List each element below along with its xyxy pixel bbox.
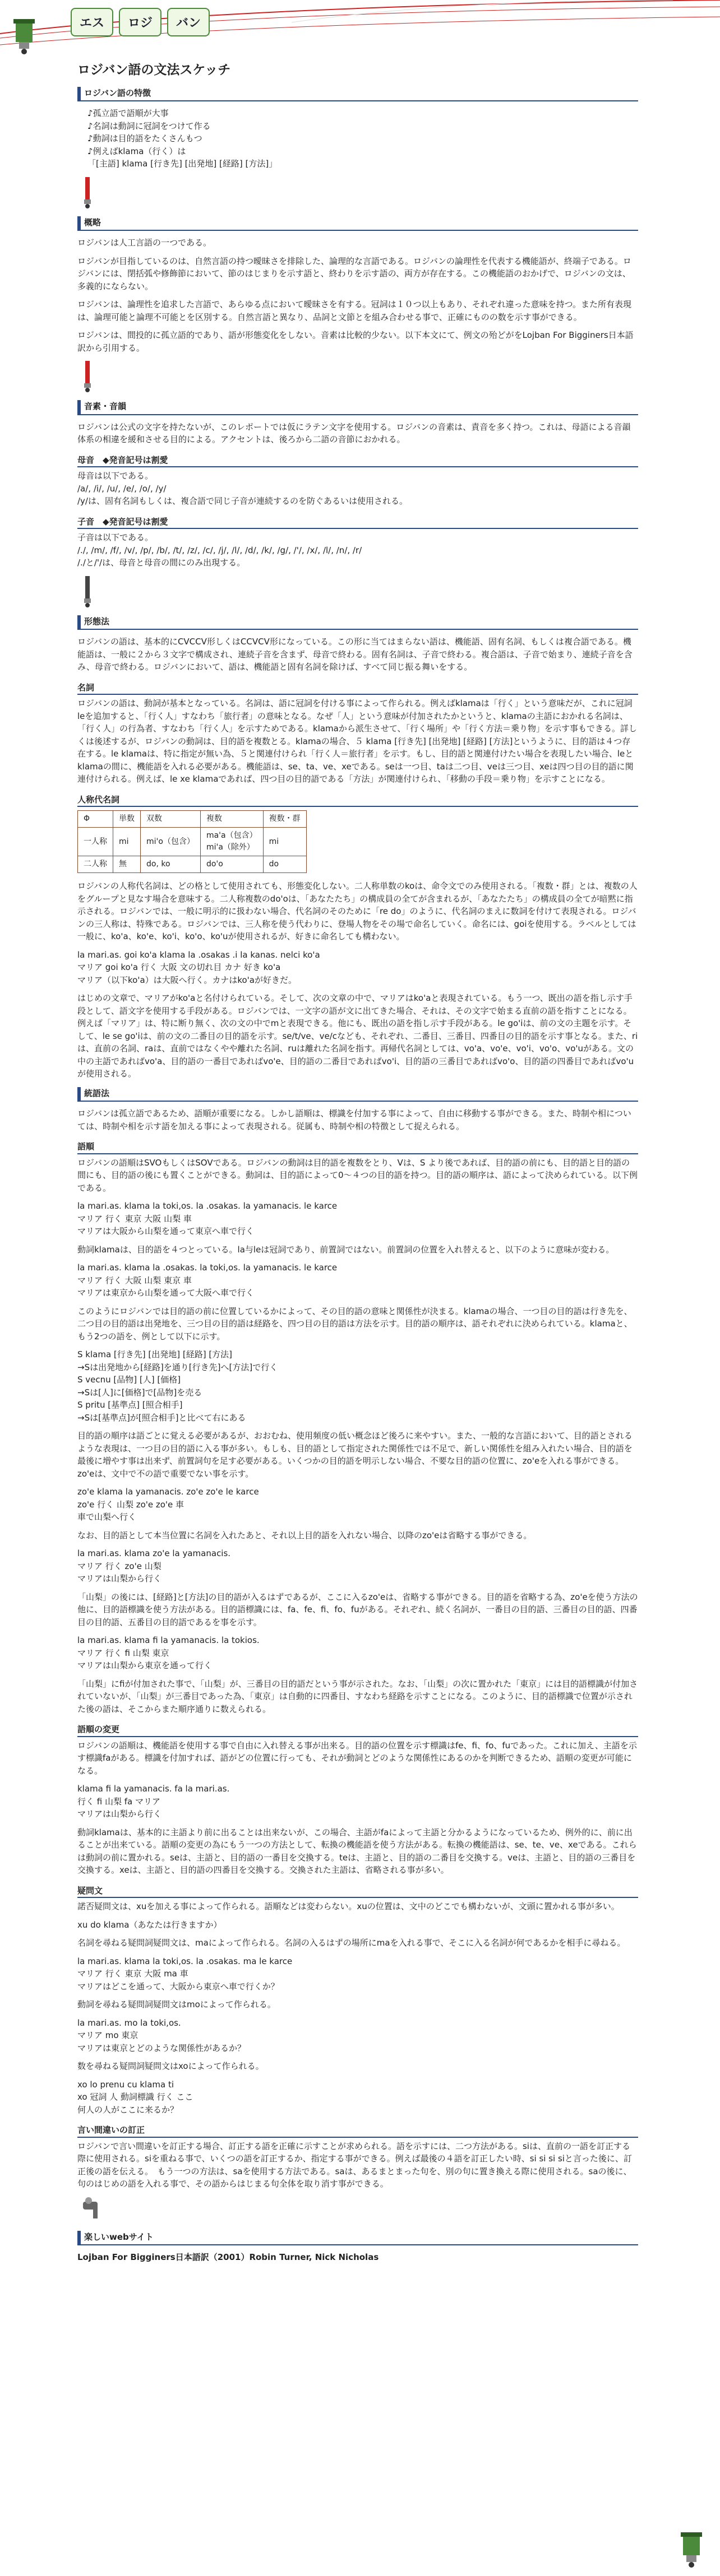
question-heading: 疑問文	[77, 1885, 638, 1899]
example-block	[77, 1200, 638, 1238]
vowel-list	[77, 470, 638, 508]
table-cell: 一人称	[78, 828, 113, 856]
example-block	[77, 1486, 638, 1524]
table-row	[78, 828, 307, 856]
question-para: 動詞を尋ねる疑問詞疑問文はmoによって作られる。	[77, 1999, 276, 2009]
example-line: マリアはどこを通って、大阪から東京へ車で行くか？	[77, 1981, 279, 1992]
example-line: la mari.as. klama la toki,os. la .osakas. ma le karce	[77, 1956, 293, 1966]
example-line: マリア（以下ko'a）は大阪へ行く。カナはko'aが好きだ。	[77, 974, 297, 985]
overview-heading: 概略	[77, 216, 638, 231]
example-line: la mari.as. klama fi la yamanacis. la tokios.	[77, 1635, 260, 1645]
example-line: マリアは東京とどのような関係性があるか？	[77, 2043, 246, 2053]
page-title: ロジバン語の文法スケッチ	[77, 63, 231, 77]
credit-link[interactable]: Lojban For Bigginers日本語訳（2001）Robin Turner, Nick Nicholas	[77, 2252, 379, 2262]
links-heading: 楽しいwebサイト	[77, 2231, 638, 2246]
word-order-para: 動詞klamaは、目的語を４つとっている。la与leは冠詞であり、前置詞ではない。前置詞の位置を入れ替えると、以下のように意味が変わる。	[77, 1244, 615, 1255]
example-line: 何人の人がここに来るか？	[77, 2104, 179, 2115]
list-item: ♪名詞は動詞に冠詞をつけて作る	[87, 120, 211, 131]
example-line: マリア mo 東京	[77, 2030, 139, 2040]
list-item: 「[主語] klama [行き先] [出発地] [経路] [方法]」	[87, 159, 278, 169]
example-line: la mari.as. goi ko'a klama la .osakas .i la kanas. nelci ko'a	[77, 949, 320, 960]
main-content	[77, 56, 638, 2264]
morphology-intro: ロジバンの語は、基本的にCVCCV形しくはCCVCV形になっている。この形に当てはまらない語は、機能語、固有名詞、もしくは複合語である。機能語は、一般に２から３文字で構成され、連続子音を含まず、母音で終わる。固有名詞は、子音で終わる。複合語は、子音で始まり、連続子音を含み、母音で終わる。ロジバンにおいて、語は、機能語と固有名詞を除けば、すべて同じ振る舞いをする。	[77, 637, 633, 672]
word-order-para: ロジバンの語順はSVOもしくはSOVである。ロジバンの動詞は目的語を複数をとり、Vは、S より後であれば、目的語の前にも、目的語と目的語の間にも、目的語の後にも置くことができる。動詞は、目的語によって0〜４つの目的語を持つ。目的語の順序は、語によって決められている。以下例である。	[77, 1157, 638, 1193]
morphology-heading: 形態法	[77, 615, 638, 630]
word-order-para: 目的語の順序は語ごとに覚える必要があるが、おおむね、使用頻度の低い概念ほど後ろに来やすい。また、一般的な言語において、目的語とされるような表現は、一つ目の目的語に入る事が多い。もしも、目的語として指定された関係性では不足で、新しい関係性を組み入れたい場合、目的語を最後に増やす事は出来ず、前置詞句を足す必要がある。いくつかの目的語を明示しない場合、不要な目的語の位置に、zo'eを入れる事ができる。zo'eは、文中で不の語で重要でない事を示す。	[77, 1431, 633, 1479]
example-block	[77, 1634, 638, 1672]
phonology-intro: ロジバンは公式の文字を持たないが、このレポートでは仮にラテン文字を使用する。ロジバンの音素は、責音を多く持つ。これは、母語による音韻体系の相違を緩和させる目的による。アクセントは、後ろから二語の音節におかれる。	[77, 421, 631, 444]
table-cell: do'o	[200, 856, 263, 873]
example-block	[77, 1783, 638, 1821]
example-line: klama fi la yamanacis. fa la mari.as.	[77, 1784, 230, 1794]
example-line: マリアは東京から山梨を通って大阪へ車で行く	[77, 1288, 255, 1298]
example-line: zo'e klama la yamanacis. zo'e zo'e le karce	[77, 1487, 259, 1497]
table-cell: Φ	[78, 811, 113, 828]
word-order-para: なお、目的語として本当位置に名詞を入れたあと、それ以上目的語を入れない場合、以降のzo'eは省略する事ができる。	[77, 1530, 532, 1540]
table-row	[78, 811, 307, 828]
table-cell: do, ko	[141, 856, 201, 873]
example-line: S klama [行き先] [出発地] [経路] [方法]	[77, 1349, 233, 1359]
list-item: /./, /m/, /f/, /v/, /p/, /b/, /t/, /z/, /c/, /j/, /l/, /d/, /k/, /g/, /'/, /x/, /l/, /n/, /r/	[77, 545, 362, 555]
example-line: 車で山梨へ行く	[77, 1512, 137, 1522]
table-row	[78, 856, 307, 873]
overview-para: ロジバンが目指しているのは、自然言語の持つ曖昧さを排除した、論理的な言語である。ロジバンの論理性を代表する機能語が、終端子である。ロジバンには、閉括弧や修飾節において、節のはじまりを示す語と、終わりを示す語の、両方が存在する。この機能語のおかげで、ロジバンの文は、多義的にならない。	[77, 256, 631, 291]
list-item: 母音は以下である。	[77, 471, 154, 481]
list-item: /./と/'/は、母音と母音の間にのみ出現する。	[77, 558, 246, 568]
question-para: 諾否疑問文は、xuを加える事によって作られる。語順などは変わらない。xuの位置は、文中のどこでも構わないが、文頭に置かれる事が多い。	[77, 1901, 620, 1911]
example-block	[77, 2017, 638, 2055]
pronoun-para-2: はじめの文章で、マリアがko'aと名付けられている。そして、次の文章の中で、マリアはko'aと表現されている。もう一つ、既出の語を指し示す手段として、語文字を使用する手段がある。ロジバンでは、一文字の語が文に出てきた場合、それは、その文字で始まる直前の語を指すことになる。例えば「マリア」は、特に断り無く、次の文の中でmと表現できる。他にも、既出の語を指し示す手段がある。le go'iは、前の文の主題を示す。そして、le se go'iは、前の文の二番目の目的語を示す。se/t/ve、ve/cなども、それぞれ、二番目、三番目、四番目の目的語を示す事となる。また、riは、直前の名詞、raは、直前ではなくやや離れた名詞、ruは離れた名詞を指す。再帰代名詞としては、vo'a、vo'e、vo'i、vo'o、vo'uがある。文の中の主語であればvo'a、目的語の一番目であればvo'e、目的語の二番目であればvo'i、目的語の三番目であればvo'o、目的語の四番目であればvo'uが使用される。	[77, 993, 638, 1079]
example-line: 行く fi 山梨 fa マリア	[77, 1796, 160, 1807]
example-line: マリア goi ko'a 行く 大阪 文の切れ目 カナ 好き ko'a	[77, 962, 281, 972]
word-order-para: 「山梨」にfiが付加された事で、「山梨」が、三番目の目的語だという事が示された。なお、「山梨」の次に置かれた「東京」には目的語標識が付加されていないが、「山梨」が三番目であった為、「東京」は自動的に四番目、すなわち経路を示すことになる。このように、目的語標識で位置が示された後の語は、そこからまた順序通りに数えられる。	[77, 1678, 638, 1714]
paint-tube-icon	[81, 575, 94, 609]
example-block	[77, 1955, 638, 1993]
paint-tube-icon	[81, 176, 94, 210]
table-cell: mi'o（包含）	[141, 828, 201, 856]
example-line: la mari.as. klama la toki,os. la .osakas. la yamanacis. le karce	[77, 1201, 338, 1211]
noun-para: ロジバンの語は、動詞が基本となっている。名詞は、語に冠詞を付ける事によって作られる。例えばklamaは「行く」という意味だが、これに冠詞leを追加すると、「行く人」すなわち「旅行者」の意味となる。なぜ「人」という意味が付加されたかというと、klamaの主語におかれる名詞は、「行く人」の行為者、すなわち「行く人」を示すためである。klamaから派生させて、「行く場所」や「行く方法＝乗り物」を示す事もできる。詳しくは後述するが、ロジバンの動詞は、目的語を複数とる。klamaの場合、５ klama [行き先] [出発地] [経路] [方法]というように、目的語は４つ存在する。le klamaは、特に指定が無い為、５と関連付けられ「行く人＝旅行者」を示す。もし、目的語と関連付けたい場合を表現したい場合、leとklamaの間に、機能語を入れる必要がある。機能語は、se、ta、ve、xeである。seは一つ目、taは二つ目、veは三つ目、xeは四つ目の目的語に関連付けられる。例えば、le xe klamaであれば、四つ目の目的語である「方法」が関連付けられ、「移動の手段＝乗り物」を示すことになる。	[77, 698, 638, 784]
example-line: マリア 行く zo'e 山梨	[77, 1561, 161, 1571]
correction-heading: 言い間違いの訂正	[77, 2124, 638, 2138]
example-line: xo 冠詞 人 動詞標識 行く ここ	[77, 2092, 193, 2102]
faucet-icon	[81, 2196, 103, 2224]
example-line: マリア 行く 東京 大阪 ma 車	[77, 1969, 188, 1979]
features-heading: ロジバン語の特徴	[77, 87, 638, 102]
example-line: la mari.as. klama zo'e la yamanacis.	[77, 1548, 231, 1558]
consonant-list	[77, 531, 638, 569]
list-item: ♪例えばklama（行く）は	[87, 146, 186, 156]
example-line: マリアは山梨から行く	[77, 1809, 162, 1819]
question-example: xu do klama（あなたは行きますか）	[77, 1919, 222, 1930]
vowel-heading: 母音 ◆発音記号は割愛	[77, 454, 638, 468]
tab-esu[interactable]: エス	[71, 8, 113, 36]
table-cell: 二人称	[78, 856, 113, 873]
table-cell: mi	[113, 828, 141, 856]
table-cell: 双数	[141, 811, 201, 828]
example-block	[77, 1547, 638, 1585]
order-change-para: 動詞klamaは、基本的に主語より前に出ることは出来ないが、この場合、主語がfaによって主語と分かるようになっているため、例外的に、前に出ることが出来ている。語順の変更の為にもう一つの方法として、転換の機能語を使う方法がある。転換の機能語は、se、te、ve、xeである。これらは動詞の前に置かれる。seは、主語と、目的語の一番目を交換する。teは、主語と、目的語の二番目を交換する。veは、主語と、目的語の三番目を交換する。xeは、主語と、目的語の四番目を交換する。交換された主語は、省略される事が多い。	[77, 1827, 637, 1875]
example-block	[77, 949, 638, 987]
syntax-intro: ロジバンは孤立語であるため、語順が重要になる。しかし語順は、標識を付加する事によって、自由に移動する事ができる。また、時制や相については、時制や相を示す語を加える事によって表現される。従属も、時制や相の特徴として捉えられる。	[77, 1108, 631, 1131]
example-block	[77, 1348, 638, 1424]
table-cell: 無	[113, 856, 141, 873]
table-cell: do	[263, 856, 306, 873]
order-change-para: ロジバンの語順は、機能語を使用する事で自由に入れ替える事が出来る。目的語の位置を示す標識はfe、fi、fo、fuであった。これに加え、主語を示す標識faがある。標識を付加すれば、語がどの位置に行っても、それが動詞とどのような関係性にあるのかを判断できるため、語順の変更が可能になる。	[77, 1740, 637, 1776]
overview-para: ロジバンは、論理性を追求した言語で、あらゆる点において曖昧さを有する。冠詞は１０つ以上もあり、それぞれ違った意味を持つ。また所有表現は、論理可能と論理不可能とを区別する。自然言語と異なり、品詞と文節とを組み合わせる事で、正確にものの数を示す事ができる。	[77, 299, 632, 322]
list-item: /a/, /i/, /u/, /e/, /o/, /y/	[77, 483, 167, 494]
table-cell: 複数	[200, 811, 263, 828]
word-order-para: このようにロジバンでは目的語の前に位置しているかによって、その目的語の意味と関係性が決まる。klamaの場合、一つ目の目的語は行き先を、二つ目の目的語は出発地を、三つ目の目的語は経路を、四つ目の目的語は方法を示す。目的語の順序は、語それぞれに決められている。klamaと、もう2つの語を、例として以下に示す。	[77, 1306, 633, 1342]
mascot-icon	[6, 11, 39, 56]
example-line: マリアは大阪から山梨を通って東京へ車で行く	[77, 1226, 255, 1236]
table-cell: ma'a（包含） mi'a（除外）	[200, 828, 263, 856]
example-block	[77, 2078, 638, 2117]
mascot-icon	[673, 2524, 707, 2569]
example-line: →Sは[基準点]が[照合相手]と比べて右にある	[77, 1412, 246, 1423]
consonant-heading: 子音 ◆発音記号は割愛	[77, 516, 638, 530]
overview-para: ロジバンは、間投的に孤立語的であり、語が形態変化をしない。音素は比較的少ない。以下本文にて、例文の殆どがをLojban For Bigginers日本語訳から引用する。	[77, 330, 634, 353]
example-line: xo lo prenu cu klama ti	[77, 2079, 174, 2090]
phonology-heading: 音素・音韻	[77, 400, 638, 415]
tab-ban[interactable]: バン	[167, 8, 210, 36]
pronoun-heading: 人称代名詞	[77, 793, 638, 807]
example-line: la mari.as. mo la toki,os.	[77, 2017, 181, 2028]
pronoun-table	[77, 810, 307, 873]
order-change-heading: 語順の変更	[77, 1723, 638, 1737]
overview-para: ロジバンは人工言語の一つである。	[77, 238, 211, 248]
pronoun-para: ロジバンの人称代名詞は、どの格として使用されても、形態変化しない。二人称単数のkoは、命令文でのみ使用される。「複数・群」とは、複数の人をグループと見なす場合を意味する。二人称複数のdo'oは、「あなたたち」の構成員の全てが含まれるが、「あなたたち」の構成員の全てが暗黙に指示される。ロジバンでは、一般に明示的に扱わない場合、代名詞のそのために「re do」のように、代名詞のまえに数詞を付けて表現される。ロジバンの三人称は、特殊である。ロジバンでは、三人称を使う代わりに、登場人物をその場で命名していく。命名には、goiを使用する。ラベルとしては一般に、ko'a、ko'e、ko'i、ko'o、ko'uが使用されるが、好きに命名しても構わない。	[77, 881, 638, 941]
tab-roji[interactable]: ロジ	[119, 8, 161, 36]
question-para: 名詞を尋ねる疑問詞疑問文は、maによって作られる。名詞の入るはずの場所にmaを入れる事で、そこに入る名詞が何であるかを相手に尋ねる。	[77, 1938, 626, 1948]
syntax-intro-heading: 統語法	[77, 1087, 638, 1102]
example-line: マリアは山梨から東京を通って行く	[77, 1660, 213, 1670]
correction-para: ロジバンで言い間違いを訂正する場合、訂正する語を正確に示すことが求められる。語を示すには、二つ方法がある。siは、直前の一語を訂正する際に使用される。siを重ねる事で、いくつの語を訂正するか、指定する事ができる。例えば最後の４語を訂正したい時、si si si siと言った後に、訂正後の語を伝える。 もう一つの方法は、saを使用する方法である。saは、あるまとまった句を、別の句に置き換える際に使用される。saの後に、句のはじめの語を入れる事で、その語からはじまる句全体を取り消す事ができる。	[77, 2141, 632, 2189]
word-order-heading: 語順	[77, 1140, 638, 1154]
features-list	[87, 107, 638, 170]
example-line: マリア 行く 大阪 山梨 東京 車	[77, 1275, 192, 1285]
word-order-para: 「山梨」の後には、[経路]と[方法]の目的語が入るはずであるが、ここに入るzo'eは、省略する事ができる。目的語を省略する為、zo'eを使う方法の他に、目的語標識を使う方法がある。目的語標識には、fa、fe、fi、fo、fuがある。それぞれ、続く名詞が、一番目の目的語、三番目の目的語、四番目の目的語、五番目の目的語であるを事を示す。	[77, 1591, 638, 1627]
example-line: S vecnu [品物] [人] [価格]	[77, 1375, 181, 1385]
example-line: →Sは出発地から[経路]を通り[行き先]へ[方法]で行く	[77, 1362, 278, 1372]
list-item: 子音は以下である。	[77, 532, 154, 542]
noun-heading: 名詞	[77, 681, 638, 695]
paint-tube-icon	[81, 360, 94, 393]
list-item: /y/は、固有名詞もしくは、複合語で同じ子音が連続するのを防ぐあるいは使用される。	[77, 496, 408, 506]
question-para: 数を尋ねる疑問詞疑問文はxoによって作られる。	[77, 2061, 264, 2071]
table-cell: 複数・群	[263, 811, 306, 828]
example-line: マリア 行く fi 山梨 東京	[77, 1647, 169, 1658]
example-line: →Sは[人]に[価格]で[品物]を売る	[77, 1387, 202, 1398]
example-line: S pritu [基準点] [照合相手]	[77, 1400, 183, 1410]
example-line: la mari.as. klama la .osakas. la toki,os. la yamanacis. le karce	[77, 1263, 338, 1273]
table-cell: mi	[263, 828, 306, 856]
example-line: マリア 行く 東京 大阪 山梨 車	[77, 1213, 192, 1224]
list-item: ♪孤立語で語順が大事	[87, 108, 169, 118]
example-line: zo'e 行く 山梨 zo'e zo'e 車	[77, 1499, 184, 1510]
list-item: ♪動詞は目的語をたくさんもつ	[87, 133, 202, 143]
example-line: マリアは山梨から行く	[77, 1574, 162, 1584]
table-cell: 単数	[113, 811, 141, 828]
example-block	[77, 1261, 638, 1299]
header-banner	[0, 0, 720, 50]
